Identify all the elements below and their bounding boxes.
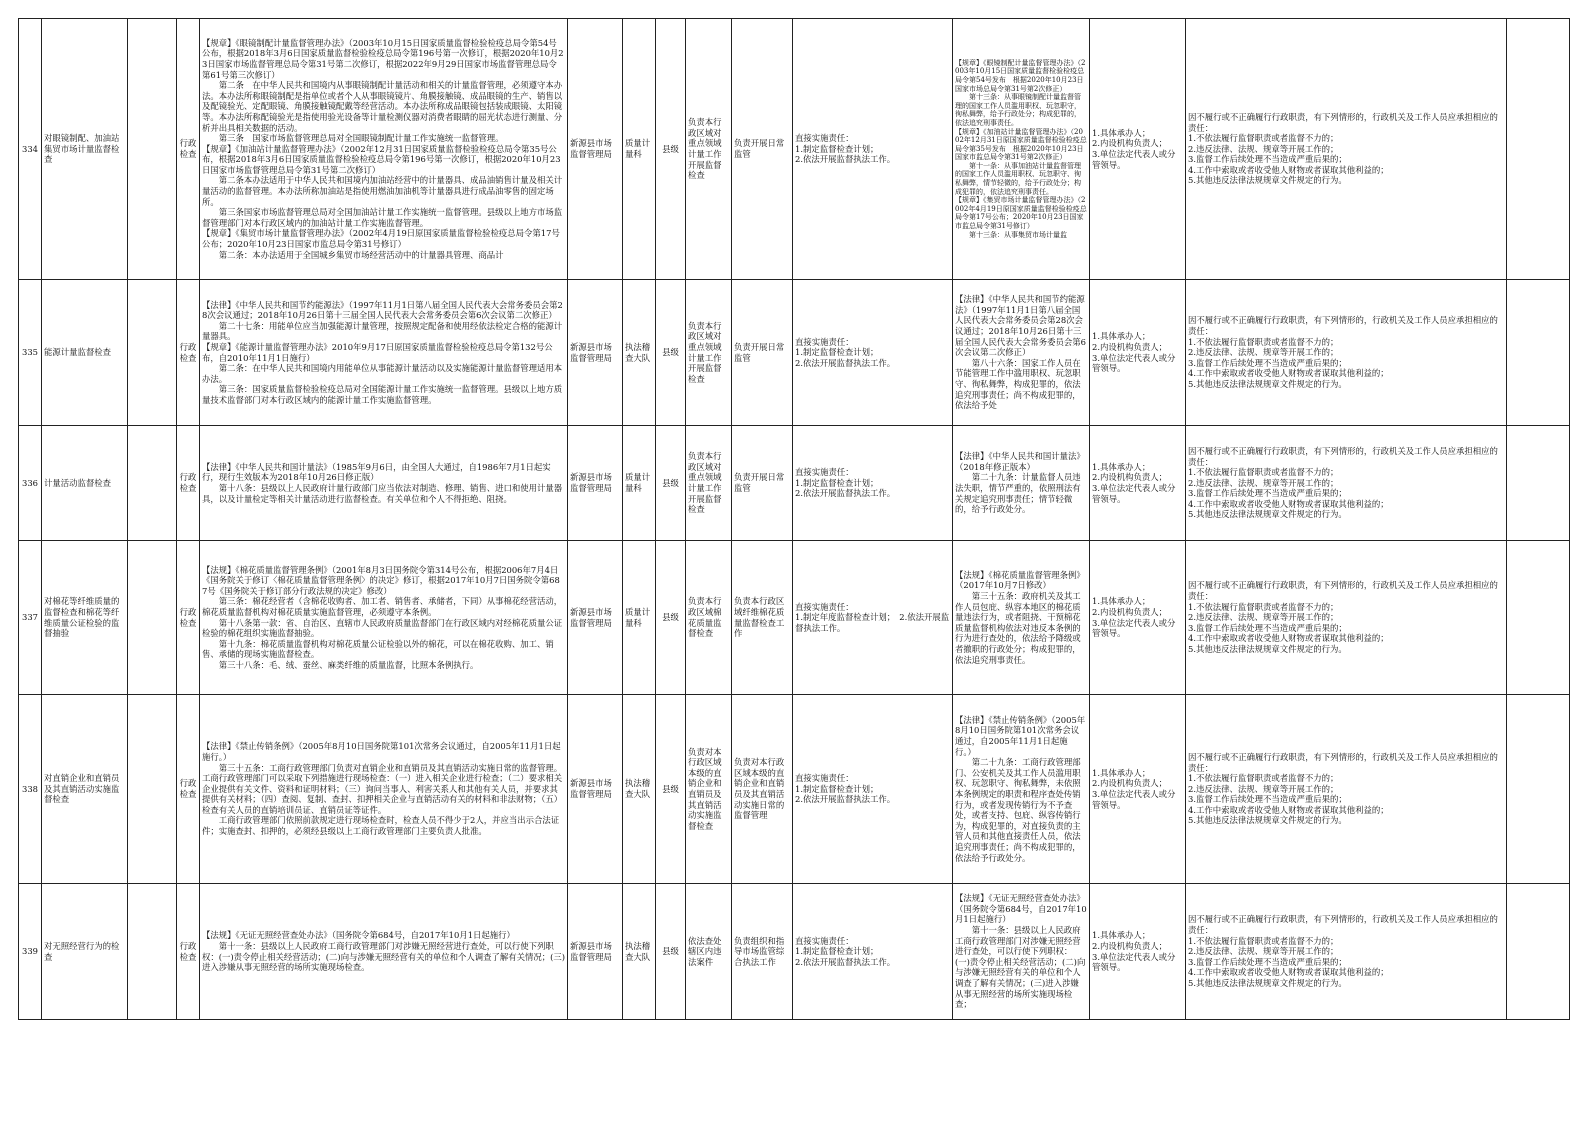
responsible-unit: 质量计量科 bbox=[625, 138, 651, 159]
blank-column-cell bbox=[128, 19, 177, 280]
accountability-cases: 因不履行或不正确履行行政职责，有下列情形的，行政机关及工作人员应承担相应的责任： 1.不依法履行监督职责或者监督不力的； 2.违反法律、法规、规章等开展工作的； 3.监督工作后续处理不当造成严重后果的； 4.工作中索取或者收受他人财物或者谋取其他利益的； 5.其他违反法律法规规章文件规定的行为。 bbox=[1188, 445, 1498, 520]
item-name-cell bbox=[42, 280, 128, 426]
power-type-cell bbox=[177, 541, 200, 695]
blank-column bbox=[128, 541, 176, 694]
admin-level: 县级 bbox=[662, 477, 679, 488]
implementing-agency-cell bbox=[568, 541, 623, 695]
table-row bbox=[19, 884, 1570, 1020]
responsibility-items: 直接实施责任： 1.制定监督检查计划； 2.依法开展监督执法工作。 bbox=[795, 773, 896, 805]
remark-cell bbox=[1507, 541, 1570, 695]
legal-basis-cell bbox=[200, 884, 568, 1020]
responsible-unit: 执法稽查大队 bbox=[625, 940, 651, 962]
blank-column bbox=[128, 884, 176, 1019]
accountability-basis-cell bbox=[953, 695, 1090, 884]
responsible-subject-cell bbox=[1090, 280, 1186, 426]
implementation-scope-cell bbox=[686, 541, 732, 695]
row-number-cell bbox=[19, 280, 42, 426]
remark bbox=[1507, 426, 1569, 540]
item-name-cell bbox=[42, 695, 128, 884]
item-name: 能源计量监督检查 bbox=[44, 347, 111, 358]
responsible-unit-cell bbox=[623, 695, 656, 884]
accountability-basis: 【法律】《禁止传销条例》（2005年8月10日国务院第101次常务会议通过，自2005年11月1日起施行。） 第二十九条：工商行政管理部门、公安机关及其工作人员滥用职权、玩忽职守、徇私舞弊，未依照本条例规定的职责和程序查处传销行为，或者发现传销行为不予查处，或者支持、包庇、纵容传销行为，构成犯罪的，对直接负责的主管人员和其他直接责任人员，依法追究刑事责任；尚不构成犯罪的，依法给予行政处分。 bbox=[955, 714, 1086, 863]
accountability-basis: 【规章】《眼镜制配计量监督管理办法》（2003年10月15日国家质量监督检验检疫总局令第54号发布 根据2020年10月23日国家市场总局令第31号第2次修正） 第十三条：从事眼镜制配计量监督管理的国家工作人员滥用职权、玩忽职守，徇私舞弊，给予行政处分；构成犯罪的，依法追究刑事责任。 【规章】《加油站计量监督管理办法》（2002年12月31日原国家质量监督检验检疫总局令第35号发布 根据2020年10月23日国家市监总局令第31号第2次修正） 第十一条：从事加油站计量监督管理的国家工作人员滥用职权、玩忽职守、徇私舞弊，情节轻微的，给予行政处分；构成犯罪的，依法追究刑事责任。 【规章】《集贸市场计量监督管理办法》（2002年4月19日原国家质量监督检验检疫总局令第17号公布；2020年10月23日国家市监总局令第31号修订） 第十三条：从事集贸市场计量监 bbox=[955, 58, 1087, 239]
responsibility-items-cell bbox=[793, 695, 953, 884]
implementing-agency: 新源县市场监督管理局 bbox=[570, 341, 612, 363]
responsible-subject-cell bbox=[1090, 695, 1186, 884]
responsible-unit-cell bbox=[623, 426, 656, 541]
power-type: 行政检查 bbox=[179, 940, 197, 962]
admin-level: 县级 bbox=[662, 783, 679, 794]
table-row bbox=[19, 695, 1570, 884]
legal-basis-cell bbox=[200, 280, 568, 426]
duty-content: 负责开展日常监管 bbox=[734, 472, 785, 493]
accountability-basis-cell bbox=[953, 280, 1090, 426]
responsibility-items-cell bbox=[793, 426, 953, 541]
item-name-cell bbox=[42, 884, 128, 1020]
accountability-basis: 【法律】《中华人民共和国节约能源法》（1997年11月1日第八届全国人民代表大会常务委员会第28次会议通过；2018年10月26日第十三届全国人民代表大会常务委员会第6次会议第二次修正） 第八十六条：国家工作人员在节能管理工作中滥用职权、玩忽职守、徇私舞弊，构成犯罪的，依法追究刑事责任；尚不构成犯罪的，依法给予处 bbox=[955, 294, 1086, 411]
implementing-agency: 新源县市场监督管理局 bbox=[570, 940, 612, 962]
admin-level-cell bbox=[656, 426, 686, 541]
responsible-subject: 1.具体承办人； 2.内设机构负责人； 3.单位法定代表人或分管领导。 bbox=[1092, 767, 1176, 810]
remark-cell bbox=[1507, 426, 1570, 541]
row-number: 337 bbox=[22, 612, 38, 623]
power-type-cell bbox=[177, 695, 200, 884]
item-name: 对棉花等纤维质量的监督检查和棉花等纤维质量公证检验的监督抽验 bbox=[44, 596, 120, 639]
row-number: 339 bbox=[22, 946, 38, 957]
implementing-agency-cell bbox=[568, 884, 623, 1020]
legal-basis-cell bbox=[200, 426, 568, 541]
duty-content: 负责开展日常监管 bbox=[734, 341, 785, 363]
implementing-agency-cell bbox=[568, 695, 623, 884]
row-number: 336 bbox=[22, 477, 38, 488]
power-type-cell bbox=[177, 280, 200, 426]
implementing-agency: 新源县市场监督管理局 bbox=[570, 606, 612, 628]
power-type: 行政检查 bbox=[179, 472, 197, 493]
accountability-basis: 【法规】《棉花质量监督管理条例》（2017年10月7日修改） 第三十五条：政府机关及其工作人员包庇、纵容本地区的棉花质量违法行为，或者阻挠、干预棉花质量监督机构依法对违反本条例的行为进行查处的，依法给予降级或者撤职的行政处分；构成犯罪的，依法追究刑事责任。 bbox=[955, 569, 1085, 665]
duty-content: 负责对本行政区域本级的直销企业和直销员及其直销活动实施日常的监督管理 bbox=[734, 757, 785, 821]
responsible-subject-cell bbox=[1090, 884, 1186, 1020]
remark-cell bbox=[1507, 695, 1570, 884]
item-name: 对直销企业和直销员及其直销活动实施监督检查 bbox=[44, 773, 120, 805]
legal-basis: 【法律】《禁止传销条例》（2005年8月10日国务院第101次常务会议通过，自2005年11月1日起施行。） 第三十五条：工商行政管理部门负责对直销企业和直销员及其直销活动实施日常的监督管理。工商行政管理部门可以采取下列措施进行现场检查：（一）进入相关企业进行检查；（二）要求相关企业提供有关文件、资料和证明材料；（三）询问当事人、利害关系人和其他有关人员，并要求其提供有关材料；（四）查阅、复制、查封、扣押相关企业与直销活动有关的材料和非法财物；（五）检查有关人员的直销培训员证、直销员证等证件。 工商行政管理部门依照前款规定进行现场检查时，检查人员不得少于2人，并应当出示合法证件；实施查封、扣押的，必须经县级以上工商行政管理部门主要负责人批准。 bbox=[202, 741, 563, 837]
implementation-scope: 负责本行政区域棉花质量监督检查 bbox=[688, 596, 722, 639]
accountability-cases: 因不履行或不正确履行行政职责，有下列情形的，行政机关及工作人员应承担相应的责任： 1.不依法履行监督职责或者监督不力的； 2.违反法律、法规、规章等开展工作的； 3.监督工作后续处理不当造成严重后果的； 4.工作中索取或者收受他人财物或者谋取其他利益的； 5.其他违反法律法规规章文件规定的行为。 bbox=[1188, 914, 1498, 988]
duty-content: 负责开展日常监管 bbox=[734, 138, 785, 159]
responsible-unit-cell bbox=[623, 280, 656, 426]
remark-cell bbox=[1507, 19, 1570, 280]
table-row bbox=[19, 541, 1570, 695]
duty-content: 负责本行政区域纤维棉花质量监督检查工作 bbox=[734, 596, 785, 639]
accountability-basis-cell bbox=[953, 19, 1090, 280]
responsible-subject-cell bbox=[1090, 426, 1186, 541]
blank-column-cell bbox=[128, 426, 177, 541]
remark bbox=[1507, 695, 1569, 883]
power-type-cell bbox=[177, 426, 200, 541]
row-number-cell bbox=[19, 426, 42, 541]
blank-column-cell bbox=[128, 541, 177, 695]
accountability-cases: 因不履行或不正确履行行政职责，有下列情形的，行政机关及工作人员应承担相应的责任： 1.不依法履行监督职责或者监督不力的； 2.违反法律、法规、规章等开展工作的； 3.监督工作后续处理不当造成严重后果的； 4.工作中索取或者收受他人财物或者谋取其他利益的； 5.其他违反法律法规规章文件规定的行为。 bbox=[1188, 580, 1498, 654]
responsible-subject: 1.具体承办人； 2.内设机构负责人； 3.单位法定代表人或分管领导。 bbox=[1092, 930, 1176, 973]
responsible-unit-cell bbox=[623, 541, 656, 695]
power-type: 行政检查 bbox=[179, 341, 197, 363]
responsible-unit-cell bbox=[623, 19, 656, 280]
row-number: 335 bbox=[22, 347, 38, 358]
implementing-agency: 新源县市场监督管理局 bbox=[570, 778, 612, 799]
blank-column-cell bbox=[128, 884, 177, 1020]
responsible-subject: 1.具体承办人； 2.内设机构负责人； 3.单位法定代表人或分管领导。 bbox=[1092, 461, 1176, 504]
responsible-subject: 1.具体承办人； 2.内设机构负责人； 3.单位法定代表人或分管领导。 bbox=[1092, 127, 1176, 170]
accountability-basis-cell bbox=[953, 541, 1090, 695]
power-type: 行政检查 bbox=[179, 606, 197, 628]
legal-basis: 【法律】《中华人民共和国节约能源法》（1997年11月1日第八届全国人民代表大会常务委员会第28次会议通过；2018年10月26日第十三届全国人民代表大会常务委员会第6次会议第二次修正） 第二十七条：用能单位应当加强能源计量管理，按照规定配备和使用经依法检定合格的能源计量器具。 【规章】《能源计量监督管理办法》2010年9月17日原国家质量监督检验检疫总局令第132号公布，自2010年11月1日施行） 第二条：在中华人民共和国境内用能单位从事能源计量活动以及实施能源计量监督管理适用本办法。 第三条：国家质量监督检验检疫总局对全国能源计量工作实施统一监督管理。县级以上地方质量技术监督部门对本行政区域内的能源计量工作实施监督管理。 bbox=[202, 299, 563, 405]
responsible-unit-cell bbox=[623, 884, 656, 1020]
implementation-scope-cell bbox=[686, 426, 732, 541]
table-row bbox=[19, 426, 1570, 541]
implementation-scope: 负责对本行政区域本级的直销企业和直销员及其直销活动实施监督检查 bbox=[688, 746, 722, 831]
duty-content-cell bbox=[732, 695, 793, 884]
implementation-scope: 负责本行政区域对重点领域计量工作开展监督检查 bbox=[688, 451, 722, 515]
implementation-scope-cell bbox=[686, 695, 732, 884]
remark bbox=[1507, 280, 1569, 425]
responsibility-items: 直接实施责任： 1.制定监督检查计划； 2.依法开展监督执法工作。 bbox=[795, 935, 896, 967]
responsibility-items-cell bbox=[793, 19, 953, 280]
accountability-cases-cell bbox=[1186, 884, 1507, 1020]
row-number: 334 bbox=[22, 143, 38, 154]
implementation-scope: 负责本行政区域对重点领域计量工作开展监督检查 bbox=[688, 320, 722, 384]
remark bbox=[1507, 884, 1569, 1019]
blank-column-cell bbox=[128, 280, 177, 426]
admin-level-cell bbox=[656, 541, 686, 695]
admin-level: 县级 bbox=[662, 347, 679, 358]
accountability-cases-cell bbox=[1186, 695, 1507, 884]
admin-level-cell bbox=[656, 19, 686, 280]
admin-level-cell bbox=[656, 884, 686, 1020]
blank-column bbox=[128, 695, 176, 883]
legal-basis: 【法律】《中华人民共和国计量法》（1985年9月6日，由全国人大通过，自1986年7月1日起实行，现行生效版本为2018年10月26日修正版） 第十八条：县级以上人民政府计量行政部门应当依法对制造、修理、销售、进口和使用计量器具，以及计量检定等相关计量活动进行监督检查。有关单位和个人不得拒绝、阻挠。 bbox=[202, 461, 563, 504]
responsibility-items-cell bbox=[793, 280, 953, 426]
item-name-cell bbox=[42, 19, 128, 280]
accountability-cases: 因不履行或不正确履行行政职责，有下列情形的，行政机关及工作人员应承担相应的责任： 1.不依法履行监督职责或者监督不力的； 2.违反法律、法规、规章等开展工作的； 3.监督工作后续处理不当造成严重后果的； 4.工作中索取或者收受他人财物或者谋取其他利益的； 5.其他违反法律法规规章文件规定的行为。 bbox=[1188, 751, 1498, 826]
table-row bbox=[19, 19, 1570, 280]
responsible-unit: 执法稽查大队 bbox=[625, 341, 651, 363]
admin-level: 县级 bbox=[662, 612, 679, 623]
responsible-subject: 1.具体承办人； 2.内设机构负责人； 3.单位法定代表人或分管领导。 bbox=[1092, 331, 1176, 374]
legal-basis: 【法规】《棉花质量监督管理条例》（2001年8月3日国务院令第314号公布，根据2006年7月4日《国务院关于修订〈棉花质量监督管理条例〉的决定》修订，根据2017年10月7日国务院令第687号《国务院关于修订部分行政法规的决定》修改） 第三条：棉花经营者（含棉花收购者、加工者、销售者、承储者，下同）从事棉花经营活动，棉花质量监督机构对棉花质量实施监督管理，必须遵守本条例。 第十八条第一款：省、自治区、直辖市人民政府质量监督部门在行政区域内对经棉花质量公证检验的棉花组织实施监督抽验。 第十九条：棉花质量监督机构对棉花质量公证检验以外的棉花，可以在棉花收购、加工、销售、承储的现场实施监督检查。 第三十八条：毛、绒、蚕丝、麻类纤维的质量监督，比照本条例执行。 bbox=[202, 564, 563, 670]
power-list-table bbox=[18, 18, 1570, 1020]
implementing-agency: 新源县市场监督管理局 bbox=[570, 138, 612, 159]
admin-level-cell bbox=[656, 280, 686, 426]
blank-column bbox=[128, 19, 176, 279]
row-number-cell bbox=[19, 884, 42, 1020]
admin-level: 县级 bbox=[662, 143, 679, 154]
implementation-scope: 负责本行政区域对重点领域计量工作开展监督检查 bbox=[688, 117, 722, 181]
row-number-cell bbox=[19, 541, 42, 695]
responsibility-items-cell bbox=[793, 541, 953, 695]
implementing-agency: 新源县市场监督管理局 bbox=[570, 472, 612, 493]
implementation-scope-cell bbox=[686, 280, 732, 426]
accountability-basis-cell bbox=[953, 426, 1090, 541]
row-number-cell bbox=[19, 695, 42, 884]
responsibility-items-cell bbox=[793, 884, 953, 1020]
responsible-subject-cell bbox=[1090, 541, 1186, 695]
accountability-cases: 因不履行或不正确履行行政职责，有下列情形的，行政机关及工作人员应承担相应的责任： 1.不依法履行监督职责或者监督不力的； 2.违反法律、法规、规章等开展工作的； 3.监督工作后续处理不当造成严重后果的； 4.工作中索取或者收受他人财物或者谋取其他利益的； 5.其他违反法律法规规章文件规定的行为。 bbox=[1188, 315, 1498, 389]
document-page bbox=[18, 18, 1569, 1020]
power-type-cell bbox=[177, 884, 200, 1020]
accountability-cases-cell bbox=[1186, 19, 1507, 280]
remark-cell bbox=[1507, 884, 1570, 1020]
legal-basis-cell bbox=[200, 541, 568, 695]
implementing-agency-cell bbox=[568, 426, 623, 541]
blank-column-cell bbox=[128, 695, 177, 884]
implementing-agency-cell bbox=[568, 19, 623, 280]
duty-content-cell bbox=[732, 541, 793, 695]
item-name-cell bbox=[42, 541, 128, 695]
blank-column bbox=[128, 426, 176, 540]
responsible-unit: 执法稽查大队 bbox=[625, 778, 651, 799]
accountability-cases: 因不履行或不正确履行行政职责，有下列情形的，行政机关及工作人员应承担相应的责任： 1.不依法履行监督职责或者监督不力的； 2.违反法律、法规、规章等开展工作的； 3.监督工作后续处理不当造成严重后果的； 4.工作中索取或者收受他人财物或者谋取其他利益的； 5.其他违反法律法规规章文件规定的行为。 bbox=[1188, 111, 1498, 186]
accountability-cases-cell bbox=[1186, 426, 1507, 541]
admin-level-cell bbox=[656, 695, 686, 884]
legal-basis-cell bbox=[200, 695, 568, 884]
power-type: 行政检查 bbox=[179, 138, 197, 159]
duty-content-cell bbox=[732, 19, 793, 280]
responsible-unit: 质量计量科 bbox=[625, 472, 651, 493]
implementation-scope-cell bbox=[686, 19, 732, 280]
responsible-subject: 1.具体承办人； 2.内设机构负责人； 3.单位法定代表人或分管领导。 bbox=[1092, 596, 1176, 639]
duty-content-cell bbox=[732, 280, 793, 426]
responsibility-items: 直接实施责任： 1.制定监督检查计划； 2.依法开展监督执法工作。 bbox=[795, 467, 896, 499]
accountability-basis-cell bbox=[953, 884, 1090, 1020]
table-body bbox=[19, 19, 1570, 1020]
item-name: 对无照经营行为的检查 bbox=[44, 940, 120, 962]
accountability-basis: 【法规】《无证无照经营查处办法》（国务院令第684号，自2017年10月1日起施行） 第十一条：县级以上人民政府工商行政管理部门对涉嫌无照经营进行查处，可以行使下列职权：(一)责令停止相关经营活动；(二)向与涉嫌无照经营有关的单位和个人调查了解有关情况；(三)进入涉嫌从事无照经营的场所实施现场检查； bbox=[955, 893, 1087, 1010]
admin-level: 县级 bbox=[662, 946, 679, 957]
remark-cell bbox=[1507, 280, 1570, 426]
legal-basis: 【规章】《眼镜制配计量监督管理办法》（2003年10月15日国家质量监督检验检疫总局令第54号公布，根据2018年3月6日国家质量监督检验检疫总局令第196号第一次修订，根据2020年10月23日国家市场监督管理总局令第31号第二次修订，根据2022年9月29日国家市场监督管理总局令第61号第三次修订） 第二条 在中华人民共和国境内从事眼镜制配计量活动和相关的计量监督管理，必须遵守本办法。本办法所称眼镜制配是指单位或者个人从事眼镜镜片、角膜接触镜、成品眼镜的生产、销售以及配镜验光、定配眼镜、角膜接触镜配戴等经营活动。本办法所称成品眼镜包括装成眼镜、太阳镜等。本办法所称配镜验光是指使用验光设备等计量检测仪器对消费者眼睛的屈光状态进行测量、分析并出具相关数据的活动。 第三条 国家市场监督管理总局对全国眼镜制配计量工作实施统一监督管理。 【规章】《加油站计量监督管理办法》（2002年12月31日国家质量监督检验检疫总局令第35号公布，根据2018年3月6日国家质量监督检验检疫总局令第196号第一次修订，根据2020年10月23日国家市场监督管理总局令第31号第二次修订） 第二条本办法适用于中华人民共和国境内加油站经营中的计量器具、成品油销售计量及相关计量活动的监督管理。本办法所称加油站是指使用燃油加油机等计量器具进行成品油零售的固定场所。 第三条国家市场监督管理总局对全国加油站计量工作实施统一监督管理。县级以上地方市场监督管理部门对本行政区域内的加油站计量工作实施监督管理。 【规章】《集贸市场计量监督管理办法》（2002年4月19日原国家质量监督检验检疫总局令第17号公布；2020年10月23日国家市监总局令第31号修订） 第二条：本办法适用于全国城乡集贸市场经营活动中的计量器具管理、商品计 bbox=[202, 37, 564, 260]
responsibility-items: 直接实施责任： 1.制定监督检查计划； 2.依法开展监督执法工作。 bbox=[795, 133, 896, 165]
table-row bbox=[19, 280, 1570, 426]
implementation-scope-cell bbox=[686, 884, 732, 1020]
responsible-subject-cell bbox=[1090, 19, 1186, 280]
power-type-cell bbox=[177, 19, 200, 280]
legal-basis-cell bbox=[200, 19, 568, 280]
implementation-scope: 依法查处辖区内违法案件 bbox=[688, 935, 722, 967]
responsibility-items: 直接实施责任： 1.制定监督检查计划； 2.依法开展监督执法工作。 bbox=[795, 336, 896, 368]
legal-basis: 【法规】《无证无照经营查处办法》（国务院令第684号，自2017年10月1日起施行） 第十一条：县级以上人民政府工商行政管理部门对涉嫌无照经营进行查处，可以行使下列职权：(一)责令停止相关经营活动；(二)向与涉嫌无照经营有关的单位和个人调查了解有关情况；(三)进入涉嫌从事无照经营的场所实施现场检查。 bbox=[202, 930, 565, 973]
remark bbox=[1507, 541, 1569, 694]
blank-column bbox=[128, 280, 176, 425]
item-name: 计量活动监督检查 bbox=[44, 477, 111, 488]
implementing-agency-cell bbox=[568, 280, 623, 426]
accountability-basis: 【法律】《中华人民共和国计量法》（2018年修正版本） 第二十九条：计量监督人员违法失职，情节严重的，依照刑法有关规定追究刑事责任；情节轻微的，给予行政处分。 bbox=[955, 451, 1085, 515]
responsibility-items: 直接实施责任： 1.制定年度监督检查计划； 2.依法开展监督执法工作。 bbox=[795, 601, 950, 633]
accountability-cases-cell bbox=[1186, 280, 1507, 426]
power-type: 行政检查 bbox=[179, 778, 197, 799]
item-name-cell bbox=[42, 426, 128, 541]
duty-content-cell bbox=[732, 426, 793, 541]
remark bbox=[1507, 19, 1569, 279]
responsible-unit: 质量计量科 bbox=[625, 606, 651, 628]
row-number-cell bbox=[19, 19, 42, 280]
item-name: 对眼镜制配、加油站集贸市场计量监督检查 bbox=[44, 133, 120, 165]
duty-content-cell bbox=[732, 884, 793, 1020]
accountability-cases-cell bbox=[1186, 541, 1507, 695]
row-number: 338 bbox=[22, 783, 38, 794]
duty-content: 负责组织和指导市场监管综合执法工作 bbox=[734, 935, 785, 967]
